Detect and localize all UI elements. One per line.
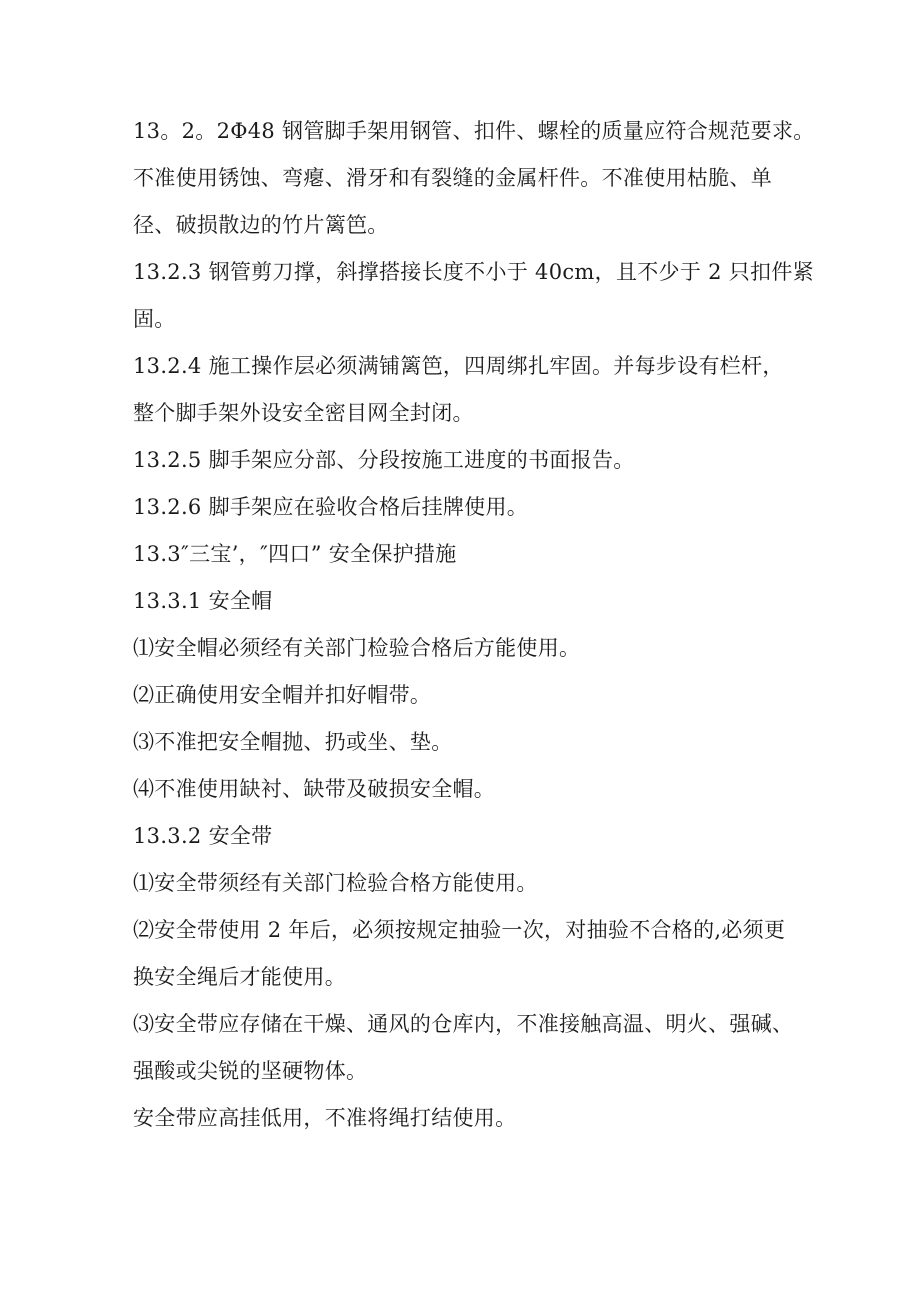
text-line: 13。2。2Φ48 钢管脚手架用钢管、扣件、螺栓的质量应符合规范要求。 bbox=[133, 119, 815, 143]
text-line: 强酸或尖锐的坚硬物体。 bbox=[133, 1059, 368, 1083]
list-item: ⑶安全带应存储在干燥、通风的仓库内，不准接触高温、明火、强碱、 bbox=[133, 1012, 794, 1036]
document-body bbox=[133, 108, 823, 1142]
subsection-heading: 13.3.2 安全带 bbox=[133, 824, 273, 848]
text-line: 径、破损散边的竹片篱笆。 bbox=[133, 213, 389, 237]
text-line: 安全带应高挂低用，不准将绳打结使用。 bbox=[133, 1106, 517, 1130]
list-item: ⑵正确使用安全帽并扣好帽带。 bbox=[133, 683, 432, 707]
text-line: 固。 bbox=[133, 307, 176, 331]
list-item: ⑵安全带使用 2 年后，必须按规定抽验一次，对抽验不合格的,必须更 bbox=[133, 918, 786, 942]
list-item: ⑴安全帽必须经有关部门检验合格后方能使用。 bbox=[133, 636, 581, 660]
text-line: 不准使用锈蚀、弯瘪、滑牙和有裂缝的金属杆件。不准使用枯脆、单 bbox=[133, 166, 772, 190]
text-line: 13.2.6 脚手架应在验收合格后挂牌使用。 bbox=[133, 495, 529, 519]
list-item: ⑶不准把安全帽抛、扔或坐、垫。 bbox=[133, 730, 453, 754]
list-item: ⑴安全带须经有关部门检验合格方能使用。 bbox=[133, 871, 538, 895]
subsection-heading: 13.3.1 安全帽 bbox=[133, 589, 273, 613]
list-item: ⑷不准使用缺衬、缺带及破损安全帽。 bbox=[133, 777, 496, 801]
text-line: 13.2.4 施工操作层必须满铺篱笆，四周绑扎牢固。并每步设有栏杆， bbox=[133, 354, 784, 378]
text-line: 13.2.5 脚手架应分部、分段按施工进度的书面报告。 bbox=[133, 448, 635, 472]
section-heading: 13.3″三宝’，″四口” 安全保护措施 bbox=[133, 542, 457, 566]
text-line: 13.2.3 钢管剪刀撑，斜撑搭接长度不小于 40cm，且不少于 2 只扣件紧 bbox=[133, 260, 814, 284]
text-line: 整个脚手架外设安全密目网全封闭。 bbox=[133, 401, 474, 425]
text-line: 换安全绳后才能使用。 bbox=[133, 965, 346, 989]
